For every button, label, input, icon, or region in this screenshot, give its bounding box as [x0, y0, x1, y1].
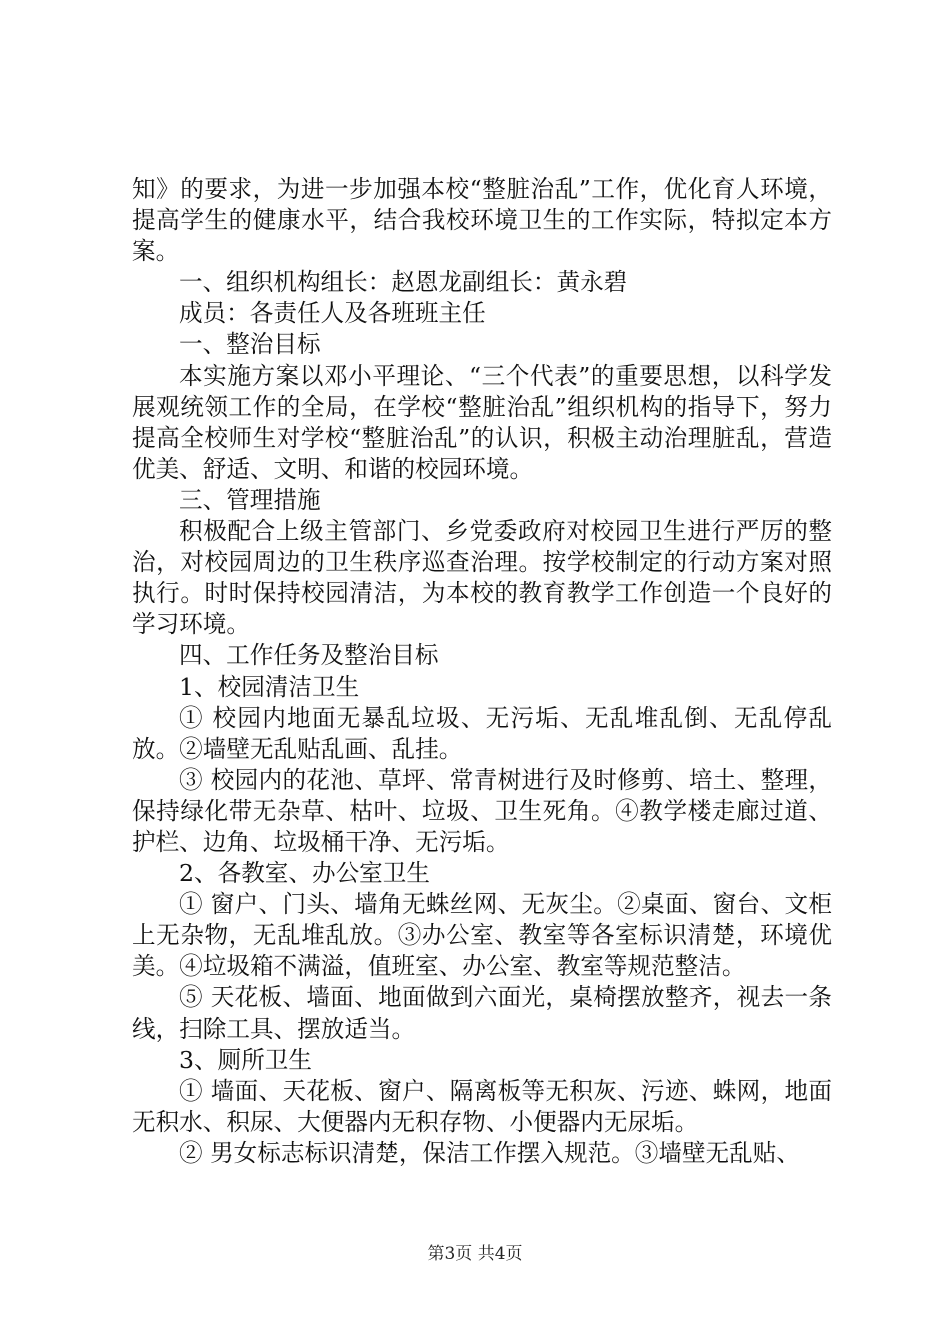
paragraph: 成员：各责任人及各班班主任: [179, 299, 486, 328]
paragraph: 积极配合上级主管部门、乡党委政府对校园卫生进行严厉的整治，对校园周边的卫生秩序巡查治理。按学校制定的行动方案对照执行。时时保持校园清洁，为本校的教育教学工作创造一个良好的学习环境。: [132, 517, 832, 639]
paragraph: ⑤ 天花板、墙面、地面做到六面光，桌椅摆放整齐，视去一条线，扫除工具、摆放适当。: [132, 983, 832, 1043]
paragraph: 三、管理措施: [179, 485, 321, 514]
paragraph: ① 墙面、天花板、窗户、隔离板等无积灰、污迹、蛛网，地面无积水、积尿、大便器内无积存物、小便器内无尿垢。: [132, 1076, 832, 1136]
page-footer: 第3页 共4页: [427, 1244, 523, 1264]
paragraph: 3、厕所卫生: [179, 1045, 312, 1074]
paragraph: ③ 校园内的花池、草坪、常青树进行及时修剪、培土、整理，保持绿化带无杂草、枯叶、垃圾、卫生死角。④教学楼走廊过道、护栏、边角、垃圾桶干净、无污垢。: [132, 765, 832, 856]
paragraph: ② 男女标志标识清楚，保洁工作摆入规范。③墙壁无乱贴、: [179, 1138, 800, 1167]
paragraph: ① 校园内地面无暴乱垃圾、无污垢、无乱堆乱倒、无乱停乱放。②墙壁无乱贴乱画、乱挂。: [132, 703, 832, 763]
paragraph: 一、整治目标: [179, 330, 321, 359]
paragraph: ① 窗户、门头、墙角无蛛丝网、无灰尘。②桌面、窗台、文柜上无杂物，无乱堆乱放。③办公室、教室等各室标识清楚，环境优美。④垃圾箱不满溢，值班室、办公室、教室等规范整洁。: [132, 890, 832, 981]
paragraph: 本实施方案以邓小平理论、“三个代表”的重要思想，以科学发展观统领工作的全局，在学校“整脏治乱”组织机构的指导下，努力提高全校师生对学校“整脏治乱”的认识，积极主动治理脏乱，营造优美、舒适、文明、和谐的校园环境。: [132, 361, 832, 483]
document-body: [132, 174, 832, 1169]
paragraph: 知》的要求，为进一步加强本校“整脏治乱”工作，优化育人环境，提高学生的健康水平，结合我校环境卫生的工作实际，特拟定本方案。: [132, 175, 832, 266]
paragraph: 四、工作任务及整治目标: [179, 641, 439, 670]
paragraph: 一、组织机构组长：赵恩龙副组长：黄永碧: [179, 268, 628, 297]
paragraph: 1、校园清洁卫生: [179, 672, 360, 701]
paragraph: 2、各教室、办公室卫生: [179, 859, 430, 888]
